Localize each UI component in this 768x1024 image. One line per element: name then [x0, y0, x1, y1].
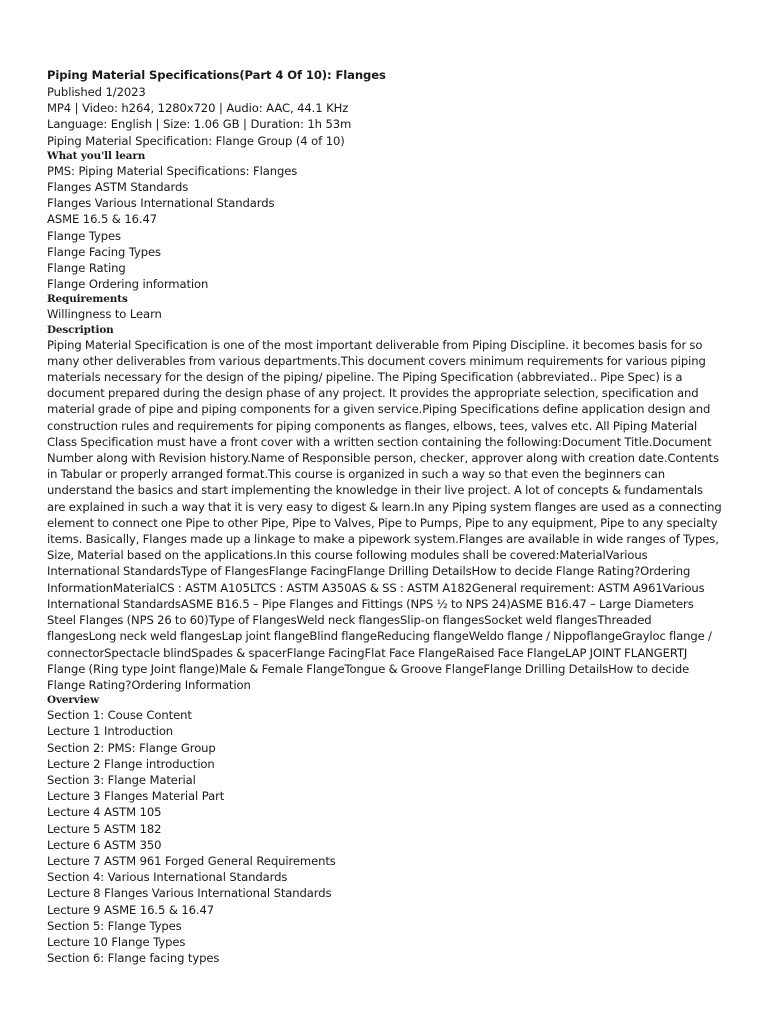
- subtitle: Piping Material Specification: Flange Group (4 of 10): [47, 133, 345, 148]
- description-line: Flange Rating?Ordering Information: [47, 677, 251, 692]
- learn-item: Flanges Various International Standards: [47, 196, 275, 211]
- overview-item: Lecture 8 Flanges Various International Standards: [47, 886, 332, 901]
- learn-item: Flange Ordering information: [47, 277, 209, 292]
- overview-item: Lecture 3 Flanges Material Part: [47, 789, 225, 804]
- description-line: Size, Material based on the applications.In this course following modules shall be covered:MaterialVarious: [47, 548, 648, 563]
- overview-item: Lecture 10 Flange Types: [47, 934, 186, 949]
- description-line: materials necessary for the design of the piping/ pipeline. The Piping Specification (abbreviated.. Pipe Spec) is a: [47, 370, 683, 385]
- requirements-list: [47, 306, 727, 322]
- learn-item: Flange Rating: [47, 261, 126, 276]
- overview-item: Section 3: Flange Material: [47, 772, 196, 787]
- requirement-item: Willingness to Learn: [47, 307, 162, 322]
- overview-item: Lecture 2 Flange introduction: [47, 756, 215, 771]
- overview-item: Section 2: PMS: Flange Group: [47, 740, 216, 755]
- description-line: InformationMaterialCS : ASTM A105LTCS : ASTM A350AS & SS : ASTM A182General requirement: ASTM A961Various: [47, 580, 705, 595]
- overview-item: Lecture 1 Introduction: [47, 724, 174, 739]
- description-line: International StandardsType of FlangesFlange FacingFlange Drilling DetailsHow to decide Flange Rating?Ordering: [47, 564, 691, 579]
- overview-item: Lecture 5 ASTM 182: [47, 821, 162, 836]
- description-body: [47, 337, 727, 693]
- video-info: MP4 | Video: h264, 1280x720 | Audio: AAC, 44.1 KHz: [47, 101, 349, 116]
- overview-item: Section 1: Couse Content: [47, 708, 192, 723]
- learn-item: ASME 16.5 & 16.47: [47, 212, 158, 227]
- language-size-duration: Language: English | Size: 1.06 GB | Duration: 1h 53m: [47, 117, 352, 132]
- description-line: many other deliverables from various departments.This document covers minimum requirements for various piping: [47, 353, 706, 368]
- description-heading: Description: [47, 323, 114, 336]
- learn-item: PMS: Piping Material Specifications: Flanges: [47, 163, 298, 178]
- description-line: Piping Material Specification is one of the most important deliverable from Piping Discipline. it becomes basis for so: [47, 337, 703, 352]
- overview-item: Lecture 6 ASTM 350: [47, 837, 162, 852]
- document-title: Piping Material Specifications(Part 4 Of 10): Flanges: [47, 68, 386, 82]
- description-line: in Tabular or properly arranged format.This course is organized in such a way so that even the beginners can: [47, 467, 665, 482]
- description-line: element to connect one Pipe to other Pipe, Pipe to Valves, Pipe to Pumps, Pipe to any equipment, Pipe to any specialty: [47, 515, 718, 530]
- description-line: are explained in such a way that it is very easy to digest & learn.In any Piping system flanges are used as a connecting: [47, 499, 722, 514]
- overview-item: Lecture 7 ASTM 961 Forged General Requirements: [47, 853, 336, 868]
- document-page: [47, 67, 727, 966]
- overview-item: Lecture 9 ASME 16.5 & 16.47: [47, 902, 215, 917]
- description-line: document prepared during the design phase of any project. It provides the appropriate selection, specification and: [47, 386, 699, 401]
- description-line: connectorSpectacle blindSpades & spacerFlange FacingFlat Face FlangeRaised Face FlangeLAP JOINT FLANGERTJ: [47, 645, 688, 660]
- description-line: Steel Flanges (NPS 26 to 60)Type of FlangesWeld neck flangesSlip-on flangesSocket weld flangesThreaded: [47, 613, 652, 628]
- description-line: understand the basics and start implementing the knowledge in their live project. A lot of concepts & fundamentals: [47, 483, 703, 498]
- description-line: flangesLong neck weld flangesLap joint flangeBlind flangeReducing flangeWeldo flange / NippoflangeGrayloc flange /: [47, 629, 712, 644]
- learn-item: Flange Types: [47, 228, 121, 243]
- overview-item: Section 5: Flange Types: [47, 918, 182, 933]
- description-line: International StandardsASME B16.5 – Pipe Flanges and Fittings (NPS ½ to NPS 24)ASME B16.47 – Large Diameters: [47, 596, 694, 611]
- learn-item: Flanges ASTM Standards: [47, 180, 189, 195]
- overview-item: Section 4: Various International Standards: [47, 870, 288, 885]
- published-date: Published 1/2023: [47, 85, 146, 99]
- requirements-heading: Requirements: [47, 293, 128, 306]
- learn-list: [47, 163, 727, 293]
- overview-heading: Overview: [47, 694, 99, 707]
- learn-heading: What you'll learn: [47, 149, 146, 162]
- description-line: construction rules and requirements for piping components as flanges, elbows, tees, valves etc. All Piping Material: [47, 418, 698, 433]
- overview-item: Lecture 4 ASTM 105: [47, 805, 162, 820]
- description-line: items. Basically, Flanges made up a linkage to make a pipework system.Flanges are available in wide ranges of Types,: [47, 532, 719, 547]
- description-line: Number along with Revision history.Name of Responsible person, checker, approver along with creation date.Contents: [47, 451, 719, 466]
- overview-list: [47, 707, 727, 966]
- meta-block: [47, 84, 727, 149]
- learn-item: Flange Facing Types: [47, 244, 161, 259]
- overview-item: Section 6: Flange facing types: [47, 951, 220, 966]
- description-line: Flange (Ring type Joint flange)Male & Female FlangeTongue & Groove FlangeFlange Drilling DetailsHow to decide: [47, 661, 690, 676]
- description-line: Class Specification must have a front cover with a written section containing the following:Document Title.Document: [47, 434, 712, 449]
- description-line: material grade of pipe and piping components for a given service.Piping Specifications define application design and: [47, 402, 711, 417]
